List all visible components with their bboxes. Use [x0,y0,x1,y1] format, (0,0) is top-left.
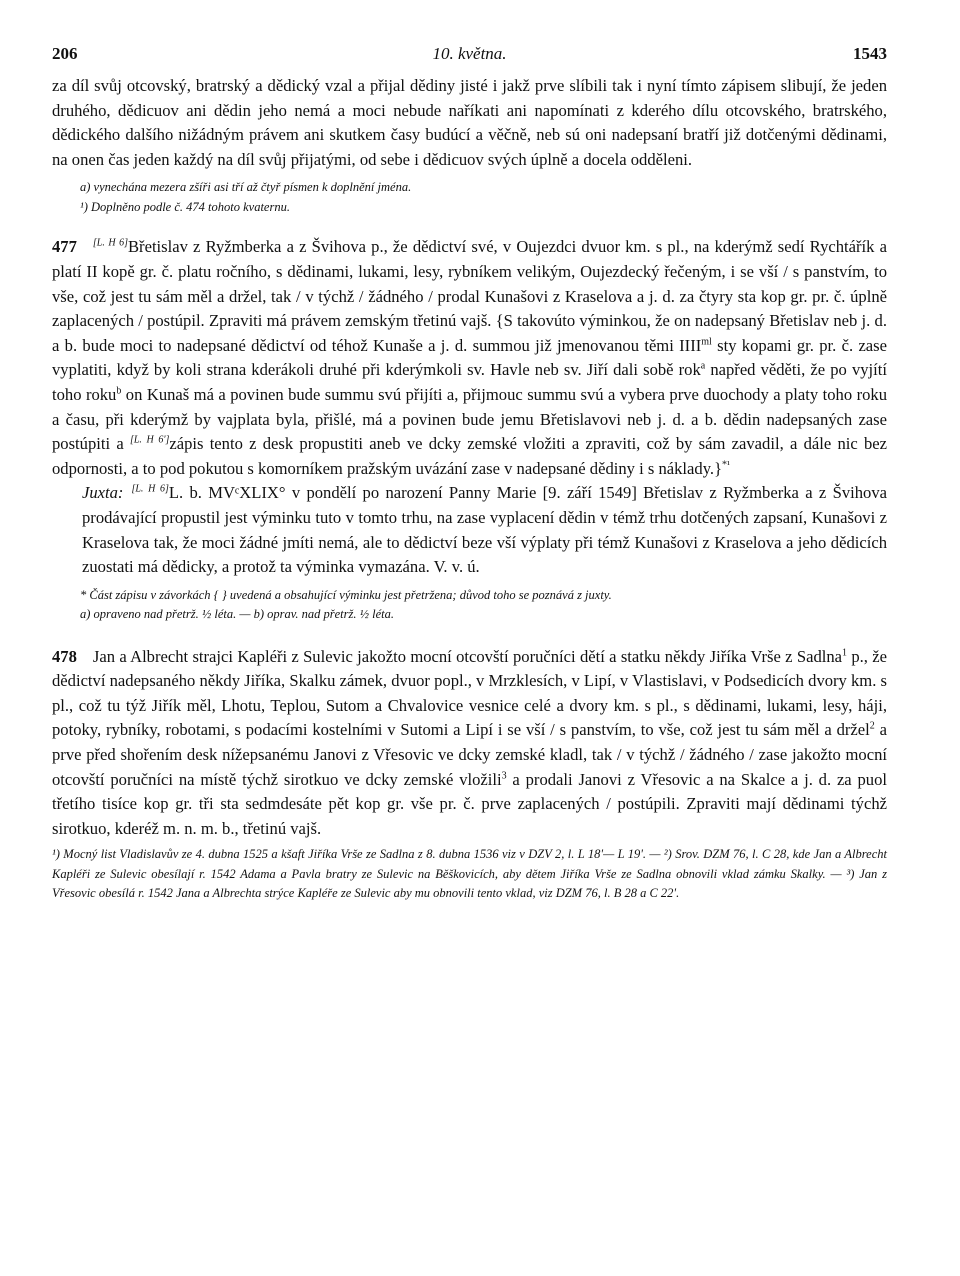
entry-text-segment: a prodali Janovi z Vřesovic a na Skalce a j. d. za puol třetího tisíce kop gr. tři sta sedmdesáte pět kop gr. vše pr. č. prve zaplacených / postúpili. Zpraviti mají dědinami týchž sirotkuo, kderéž m. n. m. b., třetinú vajš. [52,769,887,838]
footnote-marker: 1 [842,647,848,659]
superscript: ml [701,336,712,348]
footnote-marker: b [116,385,122,397]
note-line: * Část zápisu v závorkách { } uvedená a obsahující výminku jest přetržena; důvod toho se poznává z juxty. [80,587,612,602]
entry-text-segment: napřed věděti, že po vyjítí toho roku [52,360,887,404]
entry-number: 478 [52,646,77,666]
entry-478-footnotes: ¹) Mocný list Vladislavův ze 4. dubna 1525 a kšaft Jiříka Vrše ze Sadlna z 8. dubna 1536 viz v DZV 2, l. L 18'— L 19'. — ²) Srov. DZM 76, l. C 28, kde Jan a Albrecht Kapléři ze Sulevic obesílají r. 1542 Adama a Pavla bratry ze Sulevic na Běškovicích, aby dětem Jiříka Vrše ze Sadlna obnovili vklad zámku Skalky. — ³) Jan z Vřesovic obesílá r. 1542 Jana a Albrechta strýce Kapléře ze Sulevic aby mu obnovili tento vklad, viz DZM 76, l. B 28 a C 22'. [52,847,887,901]
folio-reference: [L. H 6] [92,237,128,249]
running-year: 1543 [853,44,887,63]
book-page [52,44,887,904]
entry-text-segment: on Kunaš má a povinen bude summu svú přijíti a, přijmouc summu svú a vybera prve duochody a platy toho roku a času, při kderýmž by vajplata byla, přišlé, má a povinen bude jemu Břetislavovi neb j. d. a b. dědin nadepsaných zase postúpiti a [52,384,887,454]
continuation-notes [52,178,887,217]
continuation-paragraph: za díl svůj otcovský, bratrský a dědický vzal a přijal dědiny jisté i jakž prve slíbili tak i nyní tímto zápisem slibují, že jeden druhého, dědicuov ani dědin jeho nemá a moci nebude naříkati ani napomínati z kderého dílu otcovského, bratrského, dědického dalšího nižádným právem ani skutkem časy budúcí a věčně, neb sú oni nadepsaní bratří již dotčenými dědinami, na onen čas jeden každý na díl svůj přijatými, od sebe i dědicuov svých úplně a docela odděleni. [52,76,887,169]
entry-text-segment: a prve před shořením desk nížepsanému Janovi z Vřesovic ve dcky zemské kladl, tak / v týchž / žádného / zase jakožto mocní otcovští poručníci na místě týchž sirotkuo ve dcky zemské vložili [52,720,887,789]
entry-text-segment: Břetislav z Ryžmberka a z Švihova p., že dědictví své, v Oujezdci dvuor km. s pl., na kderýmž sedí Rychtářík a platí II kopě gr. č. platu ročního, s dědinami, lukami, lesy, rybníkem velikým, Oujezdecký řečeným, i se vší / s panstvím, to vše, což jest tu sám měl a držel, tak / v týchž / žádného / prodal Kunašovi z Kraselova a j. d. za čtyry sta kop gr. pr. č. úplně zaplacených / postúpil. Zpraviti má právem zemským třetinú vajš. {S takovúto výminkou, že on nadepsaný Břetislav neb j. d. a b. bude moci to nadepsané dědictví od téhož Kunaše a j. d. summou již jmenovanou těmi IIII [52,237,887,355]
juxta-paragraph [52,481,887,579]
juxta-label: Juxta: [82,483,124,503]
entry-number: 477 [52,237,77,257]
footnote-marker: 2 [869,720,875,732]
folio-reference: [L. H 6'] [129,434,170,446]
entry-478-text [52,645,887,842]
running-date: 10. května. [432,44,507,63]
entry-477-notes [52,586,887,625]
footnote-marker: *¹ [722,459,731,471]
juxta-text: L. b. MVᶜXLIX° v pondělí po narození Panny Marie [9. září 1549] Břetislav z Ryžmberka a z Švihova prodávající propustil jest výminku tuto v tomto trhu, na zase vyplacení dědin v témž trhu dotčených zapsaní, Kunašovi z Kraselova tak, že moci žádné jmíti nemá, ale to dědictví beze vší výplaty při témž Kunašovi z Kraselova a jeho dědicích zuostati má dědicky, a protož ta výminka vymazána. V. v. ú. [82,483,887,577]
note-line: ¹) Doplněno podle č. 474 tohoto kvaternu. [80,199,290,214]
footnote-marker: a [700,360,706,372]
folio-reference: [L. H 6] [131,483,169,495]
entry-text-segment: zápis tento z desk propustiti aneb ve dcky zemské vložiti a zpraviti, což by sám zavadil, a dále nic bez odpornosti, a to pod pokutou s komorníkem pražským uvázání zase v nadepsané dědiny i s náklady.} [52,434,887,478]
note-line: a) opraveno nad přetrž. ½ léta. — b) oprav. nad přetrž. ½ léta. [80,607,394,622]
entry-text-segment: p., že dědictví nadepsaného někdy Jiříka, Skalku zámek, dvuor popl., v Mrzklesích, v Lipí, v Vlastislavi, v Podsedicích dvory km. s pl., což tu týž Jiřík měl, Lhotu, Teplou, Sutom a Chvalovice vesnice celé a dvory km. s pl., s dědinami, lukami, lesy, háji, potoky, rybníky, robotami, s podacími kostelními v Sutomi a Lipí i se vší / s panstvím, to vše, což jest tu sám měl a držel [52,646,887,740]
entry-text-segment: sty kopami gr. pr. č. zase vyplatiti, když by koli strana kderákoli druhé při kderýmkoli sv. Havle neb sv. Jiří dali sobě rok [52,335,887,380]
entry-text-segment: Jan a Albrecht strajci Kapléři z Sulevic jakožto mocní otcovští poručníci dětí a statku někdy Jiříka Vrše z Sadlna [92,646,843,666]
page-number: 206 [52,44,78,63]
note-line: a) vynechána mezera zšíři asi tří až čtyř písmen k doplnění jména. [80,180,412,195]
entry-477 [52,235,887,624]
entry-478 [52,645,887,904]
footnote-marker: 3 [501,770,507,782]
page-header [52,44,887,74]
entry-477-text [52,235,887,481]
